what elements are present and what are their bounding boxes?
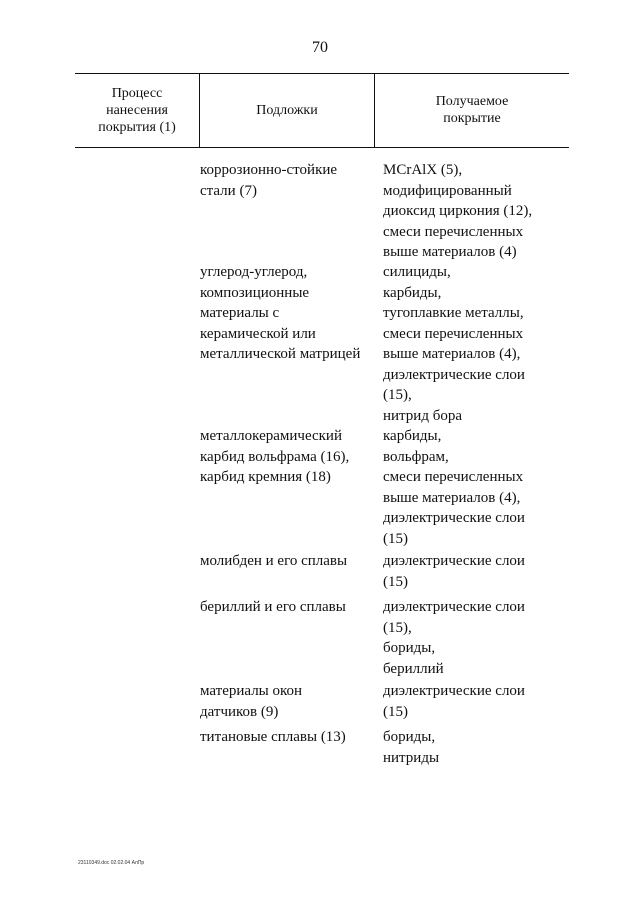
row-coating: диэлектрические слои (15) (383, 683, 525, 720)
row-coating: бориды, нитриды (383, 729, 440, 766)
row-coating: силициды, карбиды, тугоплавкие металлы, смеси перечисленных выше материалов (4), диэлектрические слои (15), нитрид бора (383, 264, 525, 424)
row-substrate: молибден и его сплавы (200, 553, 348, 569)
row-substrate: бериллий и его сплавы (200, 599, 346, 615)
row-coating: MCrAlX (5), модифицированный диоксид циркония (12), смеси перечисленных выше материалов (4) (383, 162, 533, 260)
header-process: Процесс нанесения покрытия (1) (98, 85, 176, 135)
page-number: 70 (312, 39, 328, 56)
row-substrate: углерод-углерод, композиционные материалы с керамической или металлической матрицей (200, 264, 361, 362)
document-footer: 23110349.doc 02.02.04 АлПр (78, 860, 145, 866)
table-header-rule (75, 147, 569, 148)
header-substrates: Подложки (256, 102, 318, 118)
row-coating: диэлектрические слои (15) (383, 553, 525, 590)
row-coating: карбиды, вольфрам, смеси перечисленных выше материалов (4), диэлектрические слои (15) (383, 428, 525, 547)
header-coating: Получаемое покрытие (435, 94, 509, 126)
row-substrate: титановые сплавы (13) (200, 729, 346, 745)
row-coating: диэлектрические слои (15), бориды, бериллий (383, 599, 525, 677)
row-substrate: коррозионно-стойкие стали (7) (200, 162, 338, 199)
row-substrate: металлокерамический карбид вольфрама (16), карбид кремния (18) (200, 428, 350, 485)
row-substrate: материалы окон датчиков (9) (200, 683, 303, 720)
